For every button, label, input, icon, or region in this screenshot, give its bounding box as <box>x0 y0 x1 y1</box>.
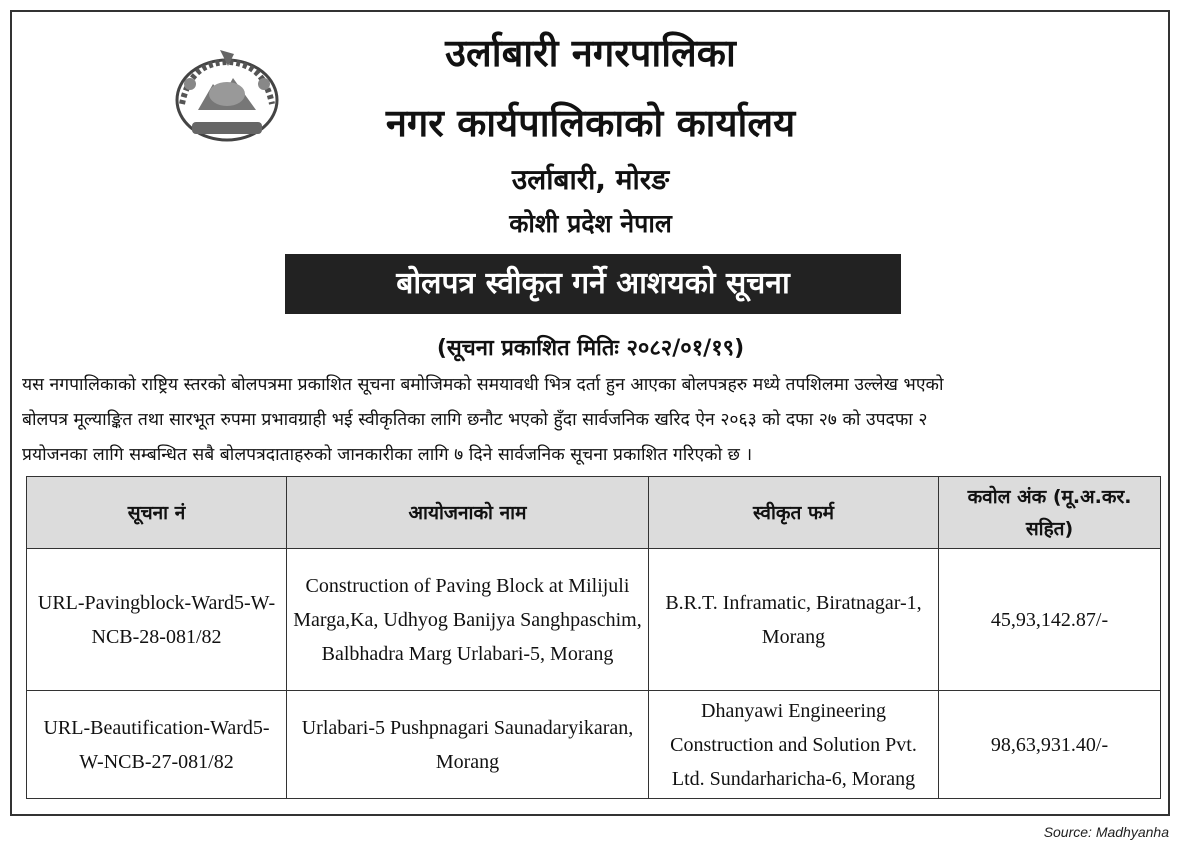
cell-amount: 98,63,931.40/- <box>939 691 1161 799</box>
header-notice-no: सूचना नं <box>27 477 287 549</box>
header-amount: कवोल अंक (मू.अ.कर. सहित) <box>939 477 1161 549</box>
published-date: (सूचना प्रकाशित मितिः २०८२/०१/१९) <box>436 336 745 361</box>
table-row <box>27 549 1161 691</box>
notice-title: बोलपत्र स्वीकृत गर्ने आशयको सूचना <box>285 254 901 314</box>
table-header-row <box>27 477 1161 549</box>
tender-table <box>26 476 1161 799</box>
cell-notice-no: URL-Pavingblock-Ward5-W-NCB-28-081/82 <box>27 549 287 691</box>
cell-notice-no: URL-Beautification-Ward5-W-NCB-27-081/82 <box>27 691 287 799</box>
province: कोशी प्रदेश नेपाल <box>509 209 672 238</box>
cell-amount: 45,93,142.87/- <box>939 549 1161 691</box>
body-line: प्रयोजनका लागि सम्बन्धित सबै बोलपत्रदाताहरुको जानकारीका लागि ७ दिने सार्वजनिक सूचना प्रकाशित गरिएको छ । <box>22 445 753 465</box>
cell-project: Urlabari-5 Pushpnagari Saunadaryikaran, Morang <box>287 691 649 799</box>
office-name: नगर कार्यपालिकाको कार्यालय <box>385 101 796 145</box>
cell-firm: B.R.T. Inframatic, Biratnagar-1, Morang <box>649 549 939 691</box>
cell-project: Construction of Paving Block at Milijuli Marga,Ka, Udhyog Banijya Sanghpaschim, Balbhadra Marg Urlabari-5, Morang <box>287 549 649 691</box>
body-line: यस नगपालिकाको राष्ट्रिय स्तरको बोलपत्रमा प्रकाशित सूचना बमोजिमको समयावधी भित्र दर्ता हुन आएका बोलपत्रहरु मध्ये तपशिलमा उल्लेख भएको <box>22 375 944 395</box>
source-credit: Source: Madhyanha <box>1043 824 1169 840</box>
location: उर्लाबारी, मोरङ <box>511 163 670 196</box>
notice-body <box>22 368 1162 473</box>
cell-firm: Dhanyawi Engineering Construction and Solution Pvt. Ltd. Sundarharicha-6, Morang <box>649 691 939 799</box>
table-row <box>27 691 1161 799</box>
header-firm: स्वीकृत फर्म <box>649 477 939 549</box>
municipality-name: उर्लाबारी नगरपालिका <box>445 31 736 75</box>
body-line: बोलपत्र मूल्याङ्कित तथा सारभूत रुपमा प्रभावग्राही भई स्वीकृतिका लागि छनौट भएको हुँदा सार्वजनिक खरिद ऐन २०६३ को दफा २७ को उपदफा २ <box>22 410 928 430</box>
header-project: आयोजनाको नाम <box>287 477 649 549</box>
